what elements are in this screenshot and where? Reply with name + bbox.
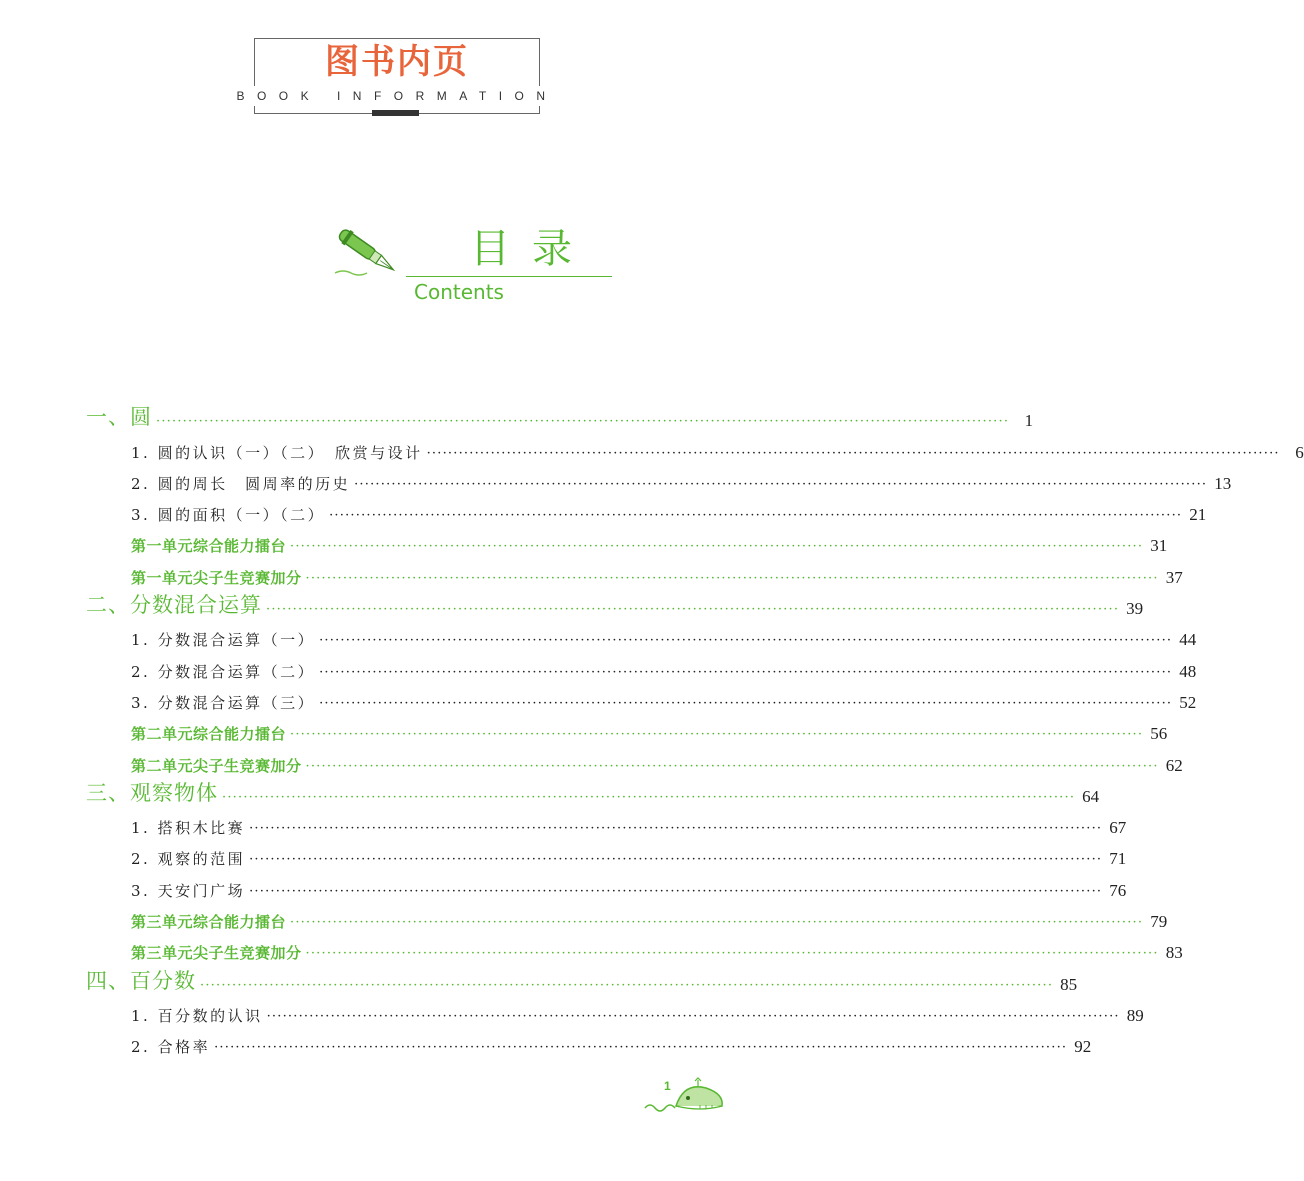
contents-english: Contents [414, 280, 504, 304]
toc-page-number: 92 [1074, 1037, 1092, 1057]
toc-item[interactable] [86, 1030, 1092, 1061]
toc-page-number: 52 [1179, 692, 1197, 712]
fountain-pen-icon [333, 225, 403, 280]
toc-leader-dots: ································································································································································ [290, 727, 1144, 743]
toc-label: 3. 分数混合运算（三） [131, 693, 316, 712]
header-accent-bar [372, 110, 419, 116]
toc-label: 一、圆 [86, 405, 152, 430]
toc-page-number: 21 [1189, 505, 1207, 525]
whale-icon [640, 1076, 730, 1116]
page-number: 1 [664, 1079, 671, 1093]
toc-page-number: 85 [1060, 974, 1078, 994]
toc-leader-dots: ································································································································································ [222, 789, 1076, 805]
toc-label: 第二单元尖子生竞赛加分 [131, 756, 302, 775]
toc-label: 二、分数混合运算 [86, 593, 262, 618]
toc-unit[interactable] [86, 780, 1100, 811]
toc-page-number: 64 [1082, 786, 1100, 806]
toc-page-number: 44 [1179, 630, 1197, 650]
toc-page-number: 1 [1024, 411, 1034, 431]
toc-leader-dots: ································································································································································ [305, 570, 1159, 586]
toc-item[interactable] [86, 623, 1197, 654]
toc-review[interactable] [86, 748, 1183, 779]
toc-unit[interactable] [86, 404, 1034, 435]
toc-label: 第三单元尖子生竞赛加分 [131, 944, 302, 963]
header-title: 图书内页 [325, 42, 469, 82]
toc-label: 1. 百分数的认识 [131, 1006, 263, 1025]
toc-label: 第三单元综合能力擂台 [131, 913, 287, 932]
toc-label: 1. 搭积木比赛 [131, 819, 246, 838]
toc-review[interactable] [86, 529, 1168, 560]
toc-leader-dots: ································································································································································ [329, 508, 1183, 524]
toc-leader-dots: ································································································································································ [249, 883, 1103, 899]
toc-page-number: 13 [1214, 473, 1232, 493]
toc-label: 第一单元尖子生竞赛加分 [131, 568, 302, 587]
toc-page-number: 37 [1165, 567, 1183, 587]
toc-leader-dots: ································································································································································ [354, 476, 1208, 492]
header-subtitle: BOOK INFORMATION [222, 86, 572, 106]
toc-item[interactable] [86, 654, 1197, 685]
toc-page-number: 39 [1126, 599, 1144, 619]
toc-label: 3. 圆的面积（一）（二） [131, 506, 326, 525]
toc-leader-dots: ································································································································································ [249, 852, 1103, 868]
toc-review[interactable] [86, 936, 1183, 967]
toc-item[interactable] [86, 999, 1144, 1030]
toc-label: 1. 分数混合运算（一） [131, 631, 316, 650]
toc-page-number: 89 [1126, 1005, 1144, 1025]
toc-leader-dots: ································································································································································ [200, 977, 1054, 993]
toc-label: 三、观察物体 [86, 780, 218, 805]
toc-item[interactable] [86, 686, 1197, 717]
toc-review[interactable] [86, 905, 1168, 936]
toc-label: 四、百分数 [86, 968, 196, 993]
toc-item[interactable] [86, 467, 1232, 498]
toc-leader-dots: ································································································································································ [249, 821, 1103, 837]
toc-page-number: 71 [1109, 849, 1127, 869]
toc-page-number: 56 [1150, 724, 1168, 744]
toc-item[interactable] [86, 435, 1304, 466]
toc-leader-dots: ································································································································································ [266, 1008, 1120, 1024]
toc-label: 2. 观察的范围 [131, 850, 246, 869]
toc-item[interactable] [86, 873, 1127, 904]
toc-page-number: 31 [1150, 536, 1168, 556]
toc-page-number: 79 [1150, 912, 1168, 932]
toc-label: 1. 圆的认识（一）（二） 欣赏与设计 [131, 443, 423, 462]
toc-leader-dots: ································································································································································ [290, 915, 1144, 931]
toc-leader-dots: ································································································································································ [156, 414, 1010, 430]
contents-title: 目录 [470, 226, 594, 272]
toc-review[interactable] [86, 560, 1183, 591]
toc-label: 第一单元综合能力擂台 [131, 537, 287, 556]
toc-unit[interactable] [86, 967, 1078, 998]
toc-review[interactable] [86, 717, 1168, 748]
toc-label: 2. 圆的周长 圆周率的历史 [131, 474, 351, 493]
toc-leader-dots: ································································································································································ [305, 946, 1159, 962]
toc-unit[interactable] [86, 592, 1144, 623]
toc-leader-dots: ································································································································································ [319, 633, 1173, 649]
toc-label: 2. 分数混合运算（二） [131, 662, 316, 681]
toc-leader-dots: ································································································································································ [319, 664, 1173, 680]
toc-leader-dots: ································································································································································ [319, 695, 1173, 711]
toc-label: 3. 天安门广场 [131, 881, 246, 900]
toc-leader-dots: ································································································································································ [214, 1040, 1068, 1056]
toc-page-number: 62 [1165, 755, 1183, 775]
toc-label: 2. 合格率 [131, 1038, 211, 1057]
contents-rule [406, 276, 612, 277]
toc-item[interactable] [86, 811, 1127, 842]
toc-leader-dots: ································································································································································ [305, 758, 1159, 774]
toc-page-number: 67 [1109, 818, 1127, 838]
toc-page-number: 76 [1109, 880, 1127, 900]
table-of-contents [86, 404, 1304, 1061]
toc-page-number: 6 [1295, 442, 1304, 462]
toc-leader-dots: ································································································································································ [426, 445, 1280, 461]
toc-item[interactable] [86, 842, 1127, 873]
toc-leader-dots: ································································································································································ [290, 539, 1144, 555]
toc-leader-dots: ································································································································································ [266, 602, 1120, 618]
toc-page-number: 48 [1179, 661, 1197, 681]
toc-label: 第二单元综合能力擂台 [131, 725, 287, 744]
toc-page-number: 83 [1165, 943, 1183, 963]
toc-item[interactable] [86, 498, 1207, 529]
